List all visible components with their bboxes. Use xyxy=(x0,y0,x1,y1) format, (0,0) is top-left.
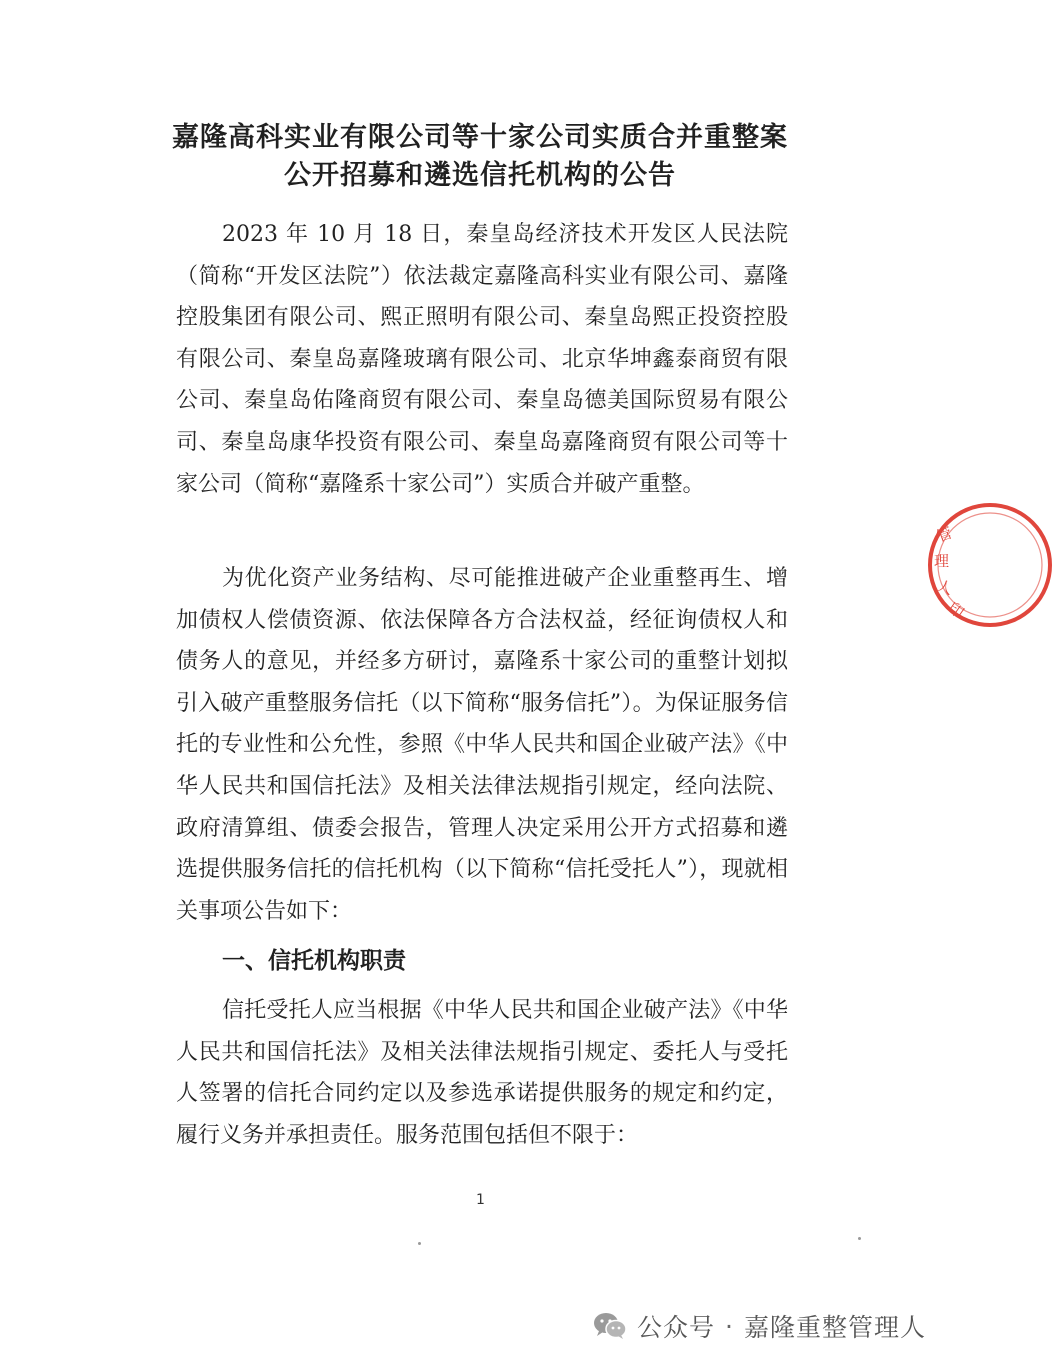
svg-text:印: 印 xyxy=(944,598,968,622)
svg-text:人: 人 xyxy=(934,576,955,599)
document-title-line2: 公开招募和遴选信托机构的公告 xyxy=(284,160,676,191)
red-seal-stamp xyxy=(925,500,1055,630)
wechat-icon xyxy=(593,1311,627,1341)
section-heading-trust-duties: 一、信托机构职责 xyxy=(222,948,406,974)
wechat-watermark xyxy=(593,1306,926,1346)
watermark-account: 嘉隆重整管理人 xyxy=(743,1313,926,1342)
paragraph-court-ruling: 2023 年 10 月 18 日，秦皇岛经济技术开发区人民法院（简称“开发区法院”）依法裁定嘉隆高科实业有限公司、嘉隆控股集团有限公司、熙正照明有限公司、秦皇岛熙正投资控股有限公司、秦皇岛嘉隆玻璃有限公司、北京华坤鑫泰商贸有限公司、秦皇岛佑隆商贸有限公司、秦皇岛德美国际贸易有限公司、秦皇岛康华投资有限公司、秦皇岛嘉隆商贸有限公司等十家公司（简称“嘉隆系十家公司”）实质合并破产重整。 xyxy=(176,222,788,497)
paragraph-service-trust: 为优化资产业务结构、尽可能推进破产企业重整再生、增加债权人偿债资源、依法保障各方合法权益，经征询债权人和债务人的意见，并经多方研讨，嘉隆系十家公司的重整计划拟引入破产重整服务信托（以下简称“服务信托”）。为保证服务信托的专业性和公允性，参照《中华人民共和国企业破产法》《中华人民共和国信托法》及相关法律法规指引规定，经向法院、政府清算组、债委会报告，管理人决定采用公开方式招募和遴选提供服务信托的信托机构（以下简称“信托受托人”），现就相关事项公告如下： xyxy=(176,566,788,924)
scan-speck xyxy=(418,1242,421,1245)
paragraph-trustee-obligations: 信托受托人应当根据《中华人民共和国企业破产法》《中华人民共和国信托法》及相关法律法规指引规定、委托人与受托人签署的信托合同约定以及参选承诺提供服务的规定和约定，履行义务并承担责任。服务范围包括但不限于： xyxy=(176,998,788,1148)
watermark-label: 公众号 xyxy=(637,1313,716,1342)
document-title-line1: 嘉隆高科实业有限公司等十家公司实质合并重整案 xyxy=(172,122,788,153)
svg-text:理: 理 xyxy=(934,552,950,570)
svg-text:管: 管 xyxy=(934,523,955,546)
scan-speck xyxy=(858,1237,861,1240)
watermark-separator: · xyxy=(725,1311,734,1341)
page-number: 1 xyxy=(476,1192,485,1208)
